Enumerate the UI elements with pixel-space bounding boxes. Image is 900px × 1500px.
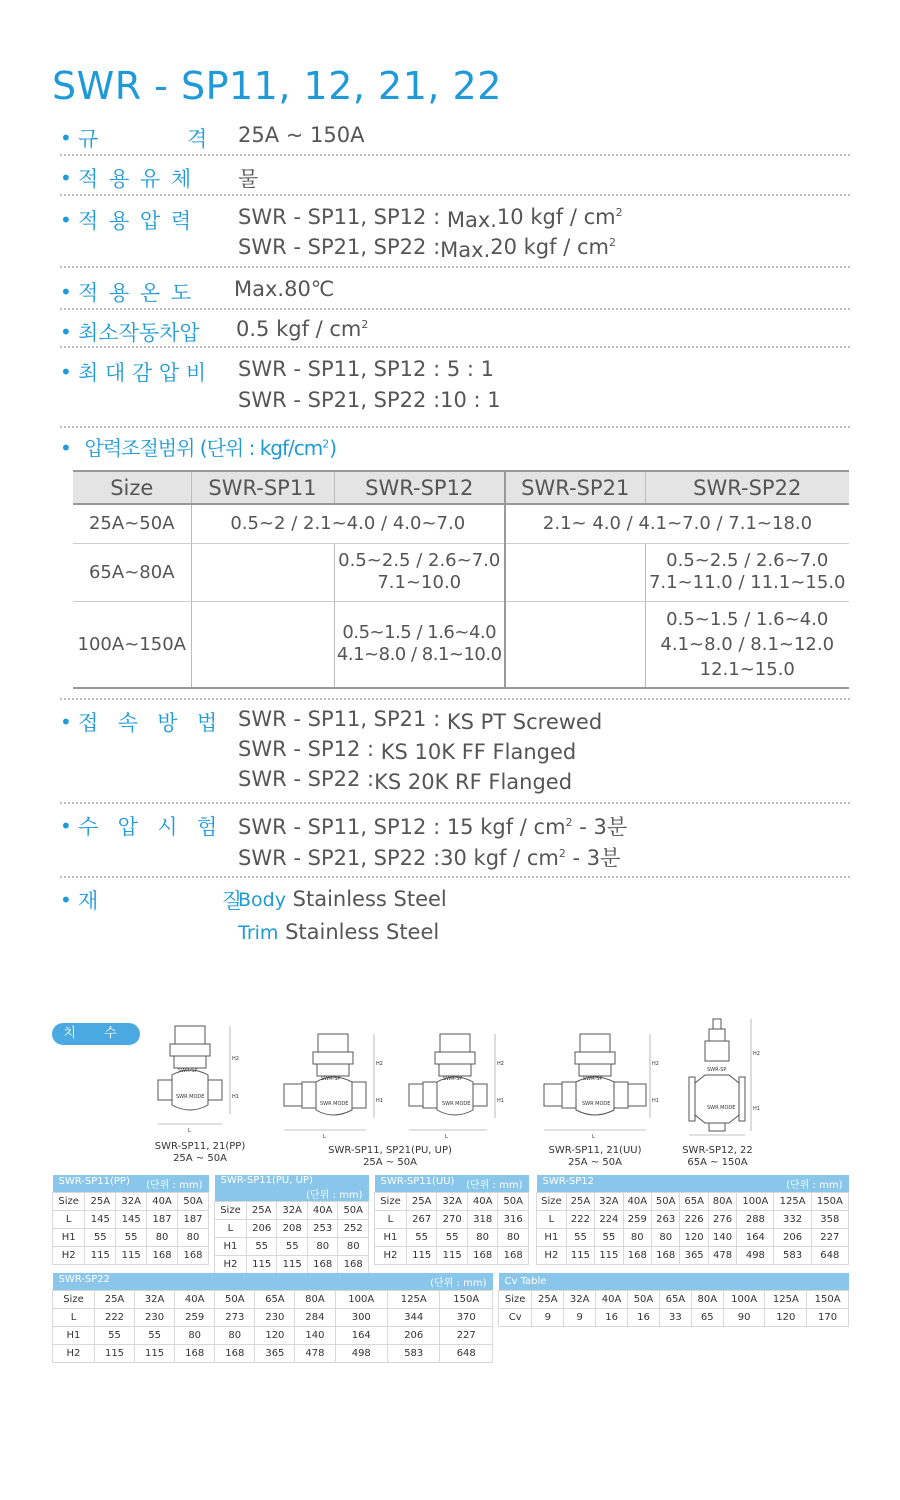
table-header: SWR-SP11(PU, UP) (단위 : mm)	[215, 1175, 369, 1202]
table-cell: 125A	[765, 1290, 807, 1308]
table-cell: 25A	[532, 1290, 564, 1308]
spec-value: SWR - SP12 : KS 10K FF Flanged	[238, 737, 577, 764]
table-cell: Cv	[499, 1308, 532, 1326]
svg-text:SWR-SP: SWR-SP	[321, 1076, 341, 1082]
svg-text:SWR-SP: SWR-SP	[707, 1067, 727, 1073]
table-cell: 16	[596, 1308, 628, 1326]
dim-table-sp12	[536, 1175, 849, 1265]
cell: 0.5~2.5 / 2.6~7.0 7.1~10.0	[334, 543, 505, 601]
table-cell: 80	[338, 1238, 369, 1256]
bullet: •	[60, 208, 72, 232]
pressure-range-table	[73, 470, 849, 689]
table-cell: 50A	[652, 1192, 680, 1210]
table-cell: 270	[437, 1210, 468, 1228]
page-title: SWR - SP11, 12, 21, 22	[52, 64, 502, 108]
table-cell: 55	[246, 1238, 277, 1256]
table-cell: Size	[53, 1192, 85, 1210]
table-cell: 65A	[255, 1290, 295, 1308]
table-cell: 267	[406, 1210, 437, 1228]
dim-table-pp	[52, 1175, 209, 1265]
table-cell: 80	[215, 1326, 255, 1344]
table-row	[53, 1308, 493, 1326]
spec-value: SWR - SP11, SP12 : Max.10 kgf / $cm^2$	[238, 205, 623, 232]
table-row	[215, 1202, 369, 1220]
table-row	[375, 1210, 529, 1228]
table-cell: 115	[406, 1246, 437, 1264]
svg-text:SWR-SP: SWR-SP	[443, 1076, 463, 1082]
table-cell: 478	[708, 1246, 736, 1264]
table-cell: L	[375, 1210, 407, 1228]
col-sp11: SWR-SP11	[191, 471, 334, 504]
table-cell: H1	[215, 1238, 247, 1256]
dimension-badge: 치 수	[52, 1023, 140, 1045]
table-cell: 115	[135, 1344, 175, 1362]
table-cell: L	[215, 1220, 247, 1238]
table-row	[53, 1192, 209, 1210]
table-cell: 32A	[116, 1192, 147, 1210]
spec-size	[60, 120, 850, 156]
table-cell: 40A	[623, 1192, 651, 1210]
table-cell: 222	[94, 1308, 134, 1326]
table-row	[537, 1228, 849, 1246]
table-cell: 100A	[335, 1290, 387, 1308]
spec-label: 적 용 유 체	[78, 167, 194, 191]
table-cell: 140	[295, 1326, 335, 1344]
table-cell: 115	[94, 1344, 134, 1362]
table-cell: 498	[737, 1246, 774, 1264]
table-cell: 80	[307, 1238, 338, 1256]
table-cell: 40A	[147, 1192, 178, 1210]
table-cell: 150A	[440, 1290, 493, 1308]
table-cell: H1	[53, 1326, 95, 1344]
col-sp21: SWR-SP21	[505, 471, 645, 504]
svg-text:H1: H1	[652, 1098, 659, 1104]
table-row	[53, 1326, 493, 1344]
table-cell: 25A	[85, 1192, 116, 1210]
table-cell: 168	[307, 1256, 338, 1274]
table-cell: 187	[147, 1210, 178, 1228]
table-header: Cv Table	[499, 1273, 849, 1290]
spec-value: 25A ~ 150A	[238, 123, 365, 147]
cell: 0.5~2.5 / 2.6~7.0 7.1~11.0 / 11.1~15.0	[645, 543, 849, 601]
table-cell: 25A	[246, 1202, 277, 1220]
table-cell: 115	[566, 1246, 594, 1264]
valve-drawing-uu	[540, 1030, 660, 1140]
table-cell: 90	[723, 1308, 765, 1326]
svg-text:SWR MODE: SWR MODE	[442, 1101, 471, 1107]
table-cell: 206	[246, 1220, 277, 1238]
spec-value: 물	[238, 167, 259, 191]
table-cell: 55	[116, 1228, 147, 1246]
cell: 65A~80A	[73, 543, 191, 601]
svg-text:H1: H1	[376, 1098, 383, 1104]
spec-connection	[60, 700, 850, 804]
col-sp12: SWR-SP12	[334, 471, 505, 504]
table-cell: 55	[135, 1326, 175, 1344]
table-cell: 358	[811, 1210, 848, 1228]
table-row	[53, 1228, 209, 1246]
bullet: •	[60, 710, 72, 734]
table-row	[499, 1290, 849, 1308]
svg-text:SWR MODE: SWR MODE	[582, 1101, 611, 1107]
table-cell: H2	[53, 1246, 85, 1264]
spec-value: SWR - SP22 :KS 20K RF Flanged	[238, 767, 573, 794]
spec-value: SWR - SP11, SP21 : KS PT Screwed	[238, 707, 603, 734]
table-cell: 55	[85, 1228, 116, 1246]
table-cell: 55	[406, 1228, 437, 1246]
spec-min-diff	[60, 310, 850, 348]
table-cell: 187	[178, 1210, 209, 1228]
spec-hydro-test	[60, 804, 850, 878]
table-cell: 55	[437, 1228, 468, 1246]
table-cell: 300	[335, 1308, 387, 1326]
table-cell: L	[53, 1210, 85, 1228]
cell: 25A~50A	[73, 504, 191, 543]
table-cell: 50A	[215, 1290, 255, 1308]
spec-value: SWR - SP21, SP22 :Max.20 kgf / $cm^2$	[238, 235, 616, 262]
svg-text:SWR-SP: SWR-SP	[583, 1076, 603, 1082]
table-cell: 170	[807, 1308, 849, 1326]
cell: 0.5~1.5 / 1.6~4.0 4.1~8.0 / 8.1~10.0	[334, 601, 505, 688]
svg-text:H2: H2	[497, 1061, 504, 1067]
table-cell: 344	[388, 1308, 440, 1326]
table-cell: H1	[375, 1228, 407, 1246]
table-header: SWR-SP11(UU) (단위 : mm)	[375, 1175, 529, 1192]
cell: 0.5~2 / 2.1~4.0 / 4.0~7.0	[191, 504, 505, 543]
table-cell: 284	[295, 1308, 335, 1326]
table-cell: 222	[566, 1210, 594, 1228]
table-cell: 115	[277, 1256, 308, 1274]
spec-label: 적 용 압 력	[78, 209, 194, 233]
table-cell: 50A	[498, 1192, 529, 1210]
table-cell: 648	[440, 1344, 493, 1362]
table-cell: 25A	[406, 1192, 437, 1210]
table-row	[53, 1344, 493, 1362]
table-row	[53, 1290, 493, 1308]
table-cell: 206	[774, 1228, 811, 1246]
col-size: Size	[73, 471, 191, 504]
svg-text:SWR MODE: SWR MODE	[176, 1094, 205, 1100]
table-cell: 80	[652, 1228, 680, 1246]
table-cell: Size	[375, 1192, 407, 1210]
table-cell: 145	[85, 1210, 116, 1228]
table-row	[53, 1273, 493, 1290]
table-cell: H2	[375, 1246, 407, 1264]
table-cell: 16	[628, 1308, 660, 1326]
table-row	[215, 1256, 369, 1274]
table-cell: 115	[85, 1246, 116, 1264]
spec-value: SWR - SP21, SP22 :30 kgf / $cm^2 - 3$분	[238, 846, 621, 870]
table-cell: 115	[116, 1246, 147, 1264]
svg-text:H1: H1	[753, 1106, 760, 1112]
table-cell: 80	[498, 1228, 529, 1246]
svg-text:H2: H2	[753, 1051, 760, 1057]
spec-label: 접 속 방 법	[78, 711, 220, 735]
spec-list-lower	[60, 698, 850, 948]
cell: 2.1~ 4.0 / 4.1~7.0 / 7.1~18.0	[505, 504, 849, 543]
table-cell: 40A	[596, 1290, 628, 1308]
valve-drawing-pu	[278, 1030, 398, 1140]
spec-value: SWR - SP11, SP12 : 15 kgf / $cm^2 - 3$분	[238, 815, 628, 839]
bullet: •	[60, 814, 72, 838]
table-cell: H2	[53, 1344, 95, 1362]
table-cell: 32A	[437, 1192, 468, 1210]
table-cell: 168	[215, 1344, 255, 1362]
svg-text:H1: H1	[232, 1094, 239, 1100]
table-cell: 498	[335, 1344, 387, 1362]
table-cell: 208	[277, 1220, 308, 1238]
drawing-caption: SWR-SP12, 22 65A ~ 150A	[682, 1145, 753, 1168]
drawing-caption: SWR-SP11, SP21(PU, UP) 25A ~ 50A	[328, 1145, 452, 1168]
table-cell: 80	[467, 1228, 498, 1246]
table-cell: 100A	[737, 1192, 774, 1210]
table-row	[499, 1273, 849, 1290]
spec-max-ratio	[60, 348, 850, 428]
table-row	[53, 1175, 209, 1192]
spec-label: 최 대 감 압 비	[78, 361, 207, 385]
table-cell: 206	[388, 1326, 440, 1344]
cell	[191, 543, 334, 601]
spec-temperature	[60, 268, 850, 310]
table-cell: 65A	[680, 1192, 708, 1210]
col-sp22: SWR-SP22	[645, 471, 849, 504]
table-cell: 80	[175, 1326, 215, 1344]
table-cell: 583	[774, 1246, 811, 1264]
table-cell: 263	[652, 1210, 680, 1228]
table-row	[53, 1210, 209, 1228]
table-cell: 288	[737, 1210, 774, 1228]
table-cell: 115	[595, 1246, 623, 1264]
table-cell: 9	[564, 1308, 596, 1326]
table-row	[537, 1175, 849, 1192]
svg-text:L: L	[592, 1134, 595, 1140]
spec-value: SWR - SP21, SP22 :10 : 1	[238, 388, 501, 412]
table-cell: 80	[178, 1228, 209, 1246]
svg-text:SWR MODE: SWR MODE	[707, 1105, 736, 1111]
table-cell: H1	[537, 1228, 567, 1246]
table-cell: 168	[147, 1246, 178, 1264]
table-row	[537, 1192, 849, 1210]
svg-text:H1: H1	[497, 1098, 504, 1104]
drawing-caption: SWR-SP11, 21(UU) 25A ~ 50A	[548, 1145, 642, 1168]
table-cell: 120	[255, 1326, 295, 1344]
svg-text:H2: H2	[232, 1056, 239, 1062]
table-row	[499, 1308, 849, 1326]
table-cell: 140	[708, 1228, 736, 1246]
table-cell: Size	[499, 1290, 532, 1308]
table-cell: 253	[307, 1220, 338, 1238]
svg-text:L: L	[445, 1134, 448, 1140]
table-cell: 9	[532, 1308, 564, 1326]
spec-value: Trim Stainless Steel	[238, 920, 440, 944]
table-cell: 32A	[595, 1192, 623, 1210]
table-cell: 50A	[628, 1290, 660, 1308]
table-cell: 273	[215, 1308, 255, 1326]
table-cell: 115	[437, 1246, 468, 1264]
table-cell: 25A	[94, 1290, 134, 1308]
valve-drawing-flanged	[685, 1015, 765, 1140]
table-row	[215, 1238, 369, 1256]
table-cell: 227	[811, 1228, 848, 1246]
table-cell: 25A	[566, 1192, 594, 1210]
table-cell: 120	[765, 1308, 807, 1326]
table-header: SWR-SP12 (단위 : mm)	[537, 1175, 849, 1192]
table-cell: 168	[498, 1246, 529, 1264]
svg-text:H2: H2	[376, 1061, 383, 1067]
bullet: •	[60, 166, 72, 190]
table-cell: 168	[652, 1246, 680, 1264]
spec-pressure	[60, 196, 850, 268]
cell	[505, 543, 645, 601]
table-row	[215, 1175, 369, 1202]
table-cell: Size	[537, 1192, 567, 1210]
table-cell: 33	[659, 1308, 691, 1326]
table-row	[375, 1228, 529, 1246]
spec-value: Max.80℃	[234, 277, 335, 301]
table-header: SWR-SP22 (단위 : mm)	[53, 1273, 493, 1290]
table-cell: 164	[737, 1228, 774, 1246]
spec-label: 수 압 시 험	[78, 815, 220, 839]
svg-text:H2: H2	[652, 1061, 659, 1067]
spec-label: 적 용 온 도	[78, 281, 194, 305]
table-cell: 32A	[135, 1290, 175, 1308]
table-cell: 478	[295, 1344, 335, 1362]
table-cell: 145	[116, 1210, 147, 1228]
spec-fluid	[60, 156, 850, 196]
table-row	[375, 1246, 529, 1264]
dim-table-pu	[214, 1175, 369, 1274]
table-row	[537, 1210, 849, 1228]
drawing-caption: SWR-SP11, 21(PP) 25A ~ 50A	[154, 1141, 246, 1164]
cell	[505, 601, 645, 688]
table-cell: 226	[680, 1210, 708, 1228]
table-cell: 120	[680, 1228, 708, 1246]
table-header: SWR-SP11(PP) (단위 : mm)	[53, 1175, 209, 1192]
table-cell: H1	[53, 1228, 85, 1246]
table-row	[53, 1246, 209, 1264]
table-row	[215, 1220, 369, 1238]
table-cell: 365	[255, 1344, 295, 1362]
bullet: •	[60, 360, 72, 384]
spec-material	[60, 878, 850, 948]
spec-label: 재 질	[78, 889, 245, 913]
table-cell: H2	[215, 1256, 247, 1274]
cell: 100A~150A	[73, 601, 191, 688]
table-cell: 252	[338, 1220, 369, 1238]
table-cell: 583	[388, 1344, 440, 1362]
table-cell: 365	[680, 1246, 708, 1264]
table-cell: 55	[566, 1228, 594, 1246]
table-cell: 227	[440, 1326, 493, 1344]
table-cell: 125A	[774, 1192, 811, 1210]
table-cell: 168	[467, 1246, 498, 1264]
table-cell: 259	[175, 1308, 215, 1326]
table-cell: L	[53, 1308, 95, 1326]
table-cell: 332	[774, 1210, 811, 1228]
spec-value: SWR - SP11, SP12 : 5 : 1	[238, 357, 494, 381]
table-cell: 230	[255, 1308, 295, 1326]
table-cell: 80A	[708, 1192, 736, 1210]
table-cell: 370	[440, 1308, 493, 1326]
table-cell: 55	[94, 1326, 134, 1344]
table-row	[537, 1246, 849, 1264]
table-cell: Size	[53, 1290, 95, 1308]
cell: 0.5~1.5 / 1.6~4.0 4.1~8.0 / 8.1~12.0 12.1~15.0	[645, 601, 849, 688]
table-cell: 32A	[277, 1202, 308, 1220]
table-cell: 80A	[691, 1290, 723, 1308]
table-cell: 80	[147, 1228, 178, 1246]
table-cell: L	[537, 1210, 567, 1228]
table-cell: 318	[467, 1210, 498, 1228]
bullet: •	[60, 320, 72, 344]
table-cell: 168	[338, 1256, 369, 1274]
range-title: • 압력조절범위 (단위 : kgf/$cm^2$)	[60, 436, 338, 460]
table-cell: 150A	[811, 1192, 848, 1210]
table-cell: 55	[595, 1228, 623, 1246]
cv-table	[498, 1273, 849, 1327]
bullet: •	[60, 126, 72, 150]
svg-text:SWR-SP: SWR-SP	[178, 1068, 198, 1074]
table-cell: 50A	[338, 1202, 369, 1220]
dim-table-sp22	[52, 1273, 493, 1363]
cell	[191, 601, 334, 688]
table-cell: 168	[175, 1344, 215, 1362]
table-row	[375, 1192, 529, 1210]
table-cell: 80A	[295, 1290, 335, 1308]
svg-text:SWR MODE: SWR MODE	[320, 1101, 349, 1107]
table-cell: 224	[595, 1210, 623, 1228]
table-cell: 115	[246, 1256, 277, 1274]
table-cell: 259	[623, 1210, 651, 1228]
table-cell: 55	[277, 1238, 308, 1256]
table-cell: 164	[335, 1326, 387, 1344]
table-cell: 32A	[564, 1290, 596, 1308]
table-cell: 316	[498, 1210, 529, 1228]
table-cell: 65A	[659, 1290, 691, 1308]
bullet: •	[60, 888, 72, 912]
table-cell: 80	[623, 1228, 651, 1246]
table-cell: 40A	[175, 1290, 215, 1308]
table-cell: 230	[135, 1308, 175, 1326]
table-cell: 168	[178, 1246, 209, 1264]
spec-label: 최소작동차압	[78, 321, 200, 345]
table-cell: 648	[811, 1246, 848, 1264]
spec-value: 0.5 kgf / $cm^2$	[236, 317, 369, 341]
table-cell: 50A	[178, 1192, 209, 1210]
table-cell: 168	[623, 1246, 651, 1264]
dim-table-uu	[374, 1175, 529, 1265]
table-cell: Size	[215, 1202, 247, 1220]
table-cell: 65	[691, 1308, 723, 1326]
spec-value: Body Stainless Steel	[238, 887, 447, 911]
table-cell: H2	[537, 1246, 567, 1264]
table-cell: 125A	[388, 1290, 440, 1308]
valve-drawing-pp	[150, 1020, 250, 1140]
table-cell: 100A	[723, 1290, 765, 1308]
svg-text:L: L	[323, 1134, 326, 1140]
table-cell: 276	[708, 1210, 736, 1228]
spec-list	[60, 120, 850, 428]
bullet: •	[60, 280, 72, 304]
svg-text:L: L	[188, 1128, 191, 1134]
table-cell: 40A	[467, 1192, 498, 1210]
spec-label: 규 격	[78, 127, 210, 151]
table-cell: 40A	[307, 1202, 338, 1220]
valve-drawing-up	[405, 1030, 515, 1140]
table-row	[375, 1175, 529, 1192]
table-cell: 150A	[807, 1290, 849, 1308]
